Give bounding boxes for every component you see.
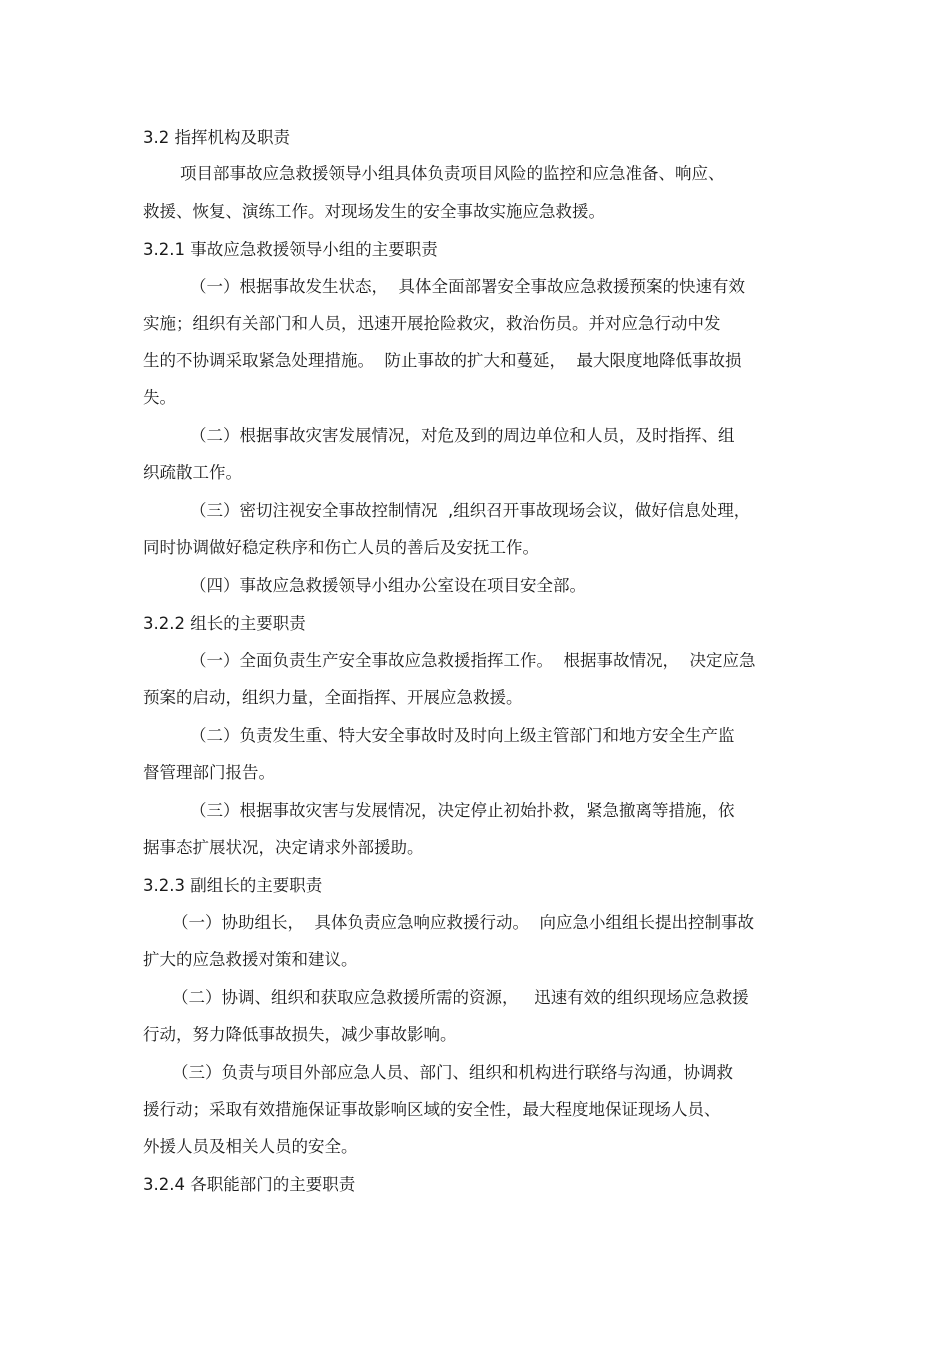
paragraph-line: （三）密切注视安全事故控制情况 ,组织召开事故现场会议，做好信息处理， [190, 501, 751, 520]
paragraph-line: （一）全面负责生产安全事故应急救援指挥工作。 根据事故情况， 决定应急 [190, 651, 756, 670]
paragraph-line: （二）负责发生重、特大安全事故时及时向上级主管部门和地方安全生产监 [190, 726, 735, 745]
heading-3-2: 3.2 指挥机构及职责 [143, 128, 290, 147]
paragraph-line: 督管理部门报告。 [143, 763, 275, 782]
paragraph-line: 预案的启动，组织力量，全面指挥、开展应急救援。 [143, 688, 523, 707]
paragraph-line: （二）协调、组织和获取应急救援所需的资源， 迅速有效的组织现场应急救援 [172, 988, 749, 1007]
heading-3-2-2: 3.2.2 组长的主要职责 [143, 614, 306, 633]
paragraph-line: 失。 [143, 388, 176, 407]
paragraph-line: 织疏散工作。 [143, 463, 242, 482]
paragraph-line: （四）事故应急救援领导小组办公室设在项目安全部。 [190, 576, 586, 595]
paragraph-line: 援行动；采取有效措施保证事故影响区域的安全性，最大程度地保证现场人员、 [143, 1100, 721, 1119]
intro-line: 救援、恢复、演练工作。对现场发生的安全事故实施应急救援。 [143, 202, 605, 221]
heading-3-2-1: 3.2.1 事故应急救援领导小组的主要职责 [143, 240, 438, 259]
paragraph-line: （三）负责与项目外部应急人员、部门、组织和机构进行联络与沟通，协调救 [172, 1063, 733, 1082]
paragraph-line: 行动，努力降低事故损失，减少事故影响。 [143, 1025, 457, 1044]
heading-3-2-3: 3.2.3 副组长的主要职责 [143, 876, 323, 895]
paragraph-line: （一）根据事故发生状态， 具体全面部署安全事故应急救援预案的快速有效 [190, 277, 745, 296]
heading-3-2-4: 3.2.4 各职能部门的主要职责 [143, 1175, 356, 1194]
paragraph-line: 扩大的应急救援对策和建议。 [143, 950, 358, 969]
paragraph-line: （一）协助组长， 具体负责应急响应救援行动。 向应急小组组长提出控制事故 [172, 913, 754, 932]
paragraph-line: 实施；组织有关部门和人员，迅速开展抢险救灾，救治伤员。并对应急行动中发 [143, 314, 721, 333]
paragraph-line: （二）根据事故灾害发展情况，对危及到的周边单位和人员，及时指挥、组 [190, 426, 735, 445]
paragraph-line: （三）根据事故灾害与发展情况，决定停止初始扑救，紧急撤离等措施，依 [190, 801, 735, 820]
paragraph-line: 外援人员及相关人员的安全。 [143, 1137, 358, 1156]
paragraph-line: 据事态扩展状况，决定请求外部援助。 [143, 838, 424, 857]
paragraph-line: 生的不协调采取紧急处理措施。 防止事故的扩大和蔓延， 最大限度地降低事故损 [143, 351, 742, 370]
paragraph-line: 同时协调做好稳定秩序和伤亡人员的善后及安抚工作。 [143, 538, 539, 557]
intro-line: 项目部事故应急救援领导小组具体负责项目风险的监控和应急准备、响应、 [180, 164, 725, 183]
